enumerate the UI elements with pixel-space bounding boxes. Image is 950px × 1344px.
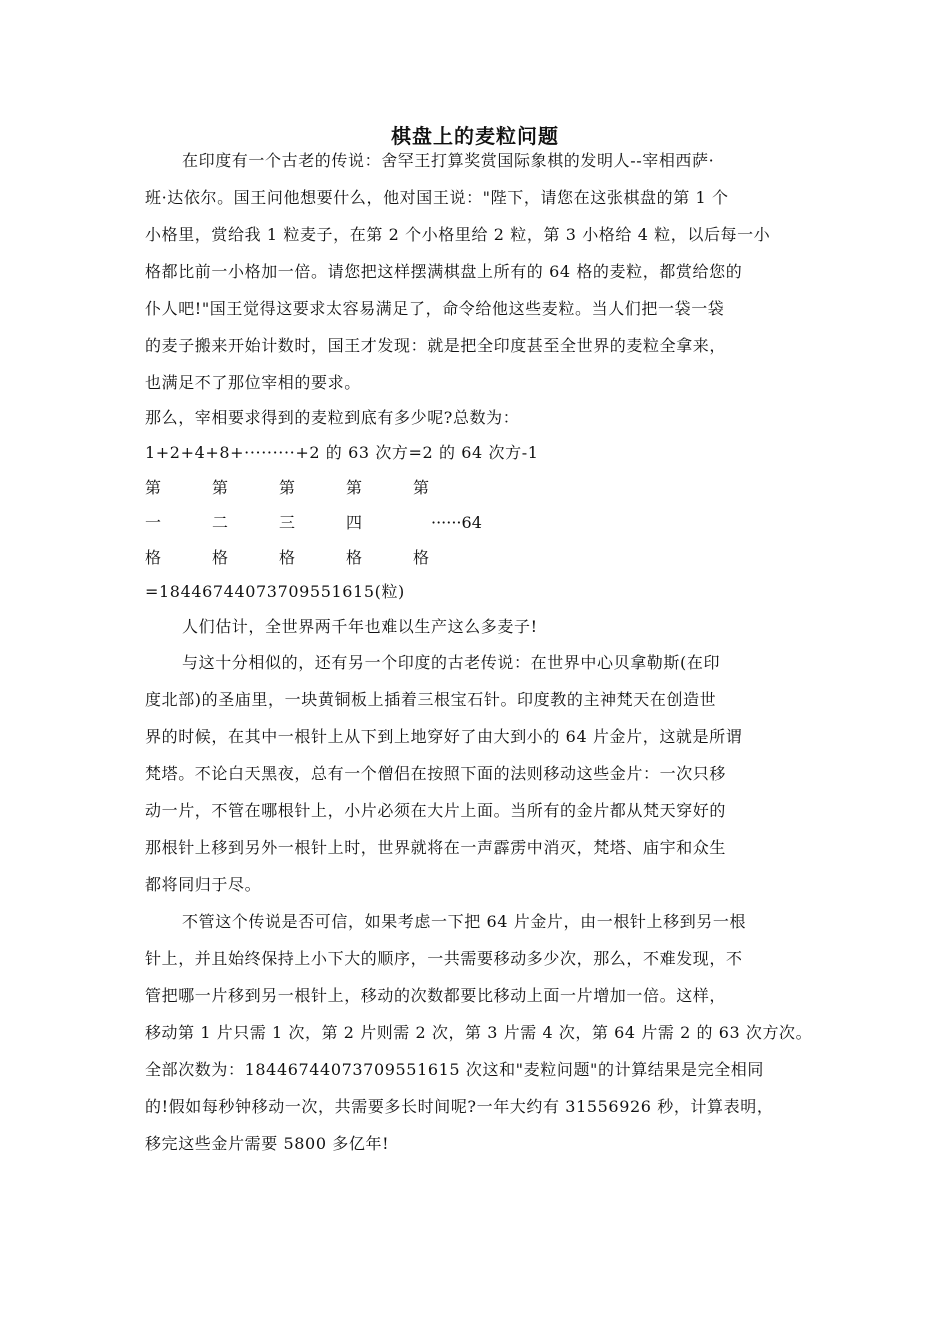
paragraph-3-line-7: 移完这些金片需要 5800 多亿年! [145,1134,390,1153]
grid-row-1-cell: 第 [413,478,430,497]
paragraph-3-line-5: 全部次数为：18446744073709551615 次这和"麦粒问题"的计算结果是完全相同 [145,1060,764,1079]
grid-row-1-cell: 第 [279,478,296,497]
grid-row-3-cell: 格 [145,548,162,567]
formula-line: 1+2+4+8+·········+2 的 63 次方=2 的 64 次方-1 [145,443,539,462]
paragraph-3-line-6: 的!假如每秒钟移动一次，共需要多长时间呢?一年大约有 31556926 秒，计算表明， [145,1097,774,1116]
paragraph-3-line-1: 不管这个传说是否可信，如果考虑一下把 64 片金片，由一根针上移到另一根 [182,912,747,931]
paragraph-2-line-2: 度北部)的圣庙里，一块黄铜板上插着三根宝石针。印度教的主神梵天在创造世 [145,690,717,709]
paragraph-1-line-5: 仆人吧!"国王觉得这要求太容易满足了，命令给他这些麦粒。当人们把一袋一袋 [145,299,725,318]
grid-row-3-cell: 格 [279,548,296,567]
grid-row-2-cell: 一 [145,513,162,532]
paragraph-1-line-7: 也满足不了那位宰相的要求。 [145,373,361,392]
paragraph-2-line-5: 动一片，不管在哪根针上，小片必须在大片上面。当所有的金片都从梵天穿好的 [145,801,727,820]
paragraph-2-line-4: 梵塔。不论白天黑夜，总有一个僧侣在按照下面的法则移动这些金片：一次只移 [145,764,727,783]
grid-row-2-cell: ······64 [431,513,482,532]
document-title: 棋盘上的麦粒问题 [391,124,559,148]
paragraph-2-line-7: 都将同归于尽。 [145,875,262,894]
grid-row-2-cell: 四 [346,513,363,532]
grid-row-3-cell: 格 [346,548,363,567]
paragraph-1-line-1: 在印度有一个古老的传说：舍罕王打算奖赏国际象棋的发明人--宰相西萨· [182,151,715,170]
paragraph-2-line-1: 与这十分相似的，还有另一个印度的古老传说：在世界中心贝拿勒斯(在印 [182,653,721,672]
estimate-line: 人们估计，全世界两千年也难以生产这么多麦子! [182,617,538,636]
paragraph-1-line-4: 格都比前一小格加一倍。请您把这样摆满棋盘上所有的 64 格的麦粒，都赏给您的 [145,262,743,281]
question-line: 那么，宰相要求得到的麦粒到底有多少呢?总数为： [145,408,520,427]
result-line: =18446744073709551615(粒) [145,582,405,601]
grid-row-2-cell: 三 [279,513,296,532]
paragraph-1-line-3: 小格里，赏给我 1 粒麦子，在第 2 个小格里给 2 粒，第 3 小格给 4 粒，以后每一小 [145,225,771,244]
grid-row-1-cell: 第 [346,478,363,497]
paragraph-3-line-4: 移动第 1 片只需 1 次，第 2 片则需 2 次，第 3 片需 4 次，第 64 片需 2 的 63 次方次。 [145,1023,813,1042]
paragraph-3-line-3: 管把哪一片移到另一根针上，移动的次数都要比移动上面一片增加一倍。这样， [145,986,727,1005]
grid-row-2-cell: 二 [212,513,229,532]
paragraph-3-line-2: 针上，并且始终保持上小下大的顺序，一共需要移动多少次，那么，不难发现，不 [145,949,743,968]
paragraph-2-line-3: 界的时候，在其中一根针上从下到上地穿好了由大到小的 64 片金片，这就是所谓 [145,727,743,746]
grid-row-1-cell: 第 [212,478,229,497]
paragraph-1-line-6: 的麦子搬来开始计数时，国王才发现：就是把全印度甚至全世界的麦粒全拿来， [145,336,727,355]
paragraph-1-line-2: 班·达依尔。国王问他想要什么，他对国王说："陛下，请您在这张棋盘的第 1 个 [145,188,729,207]
grid-row-3-cell: 格 [413,548,430,567]
grid-row-3-cell: 格 [212,548,229,567]
paragraph-2-line-6: 那根针上移到另外一根针上时，世界就将在一声霹雳中消灭，梵塔、庙宇和众生 [145,838,727,857]
grid-row-1-cell: 第 [145,478,162,497]
